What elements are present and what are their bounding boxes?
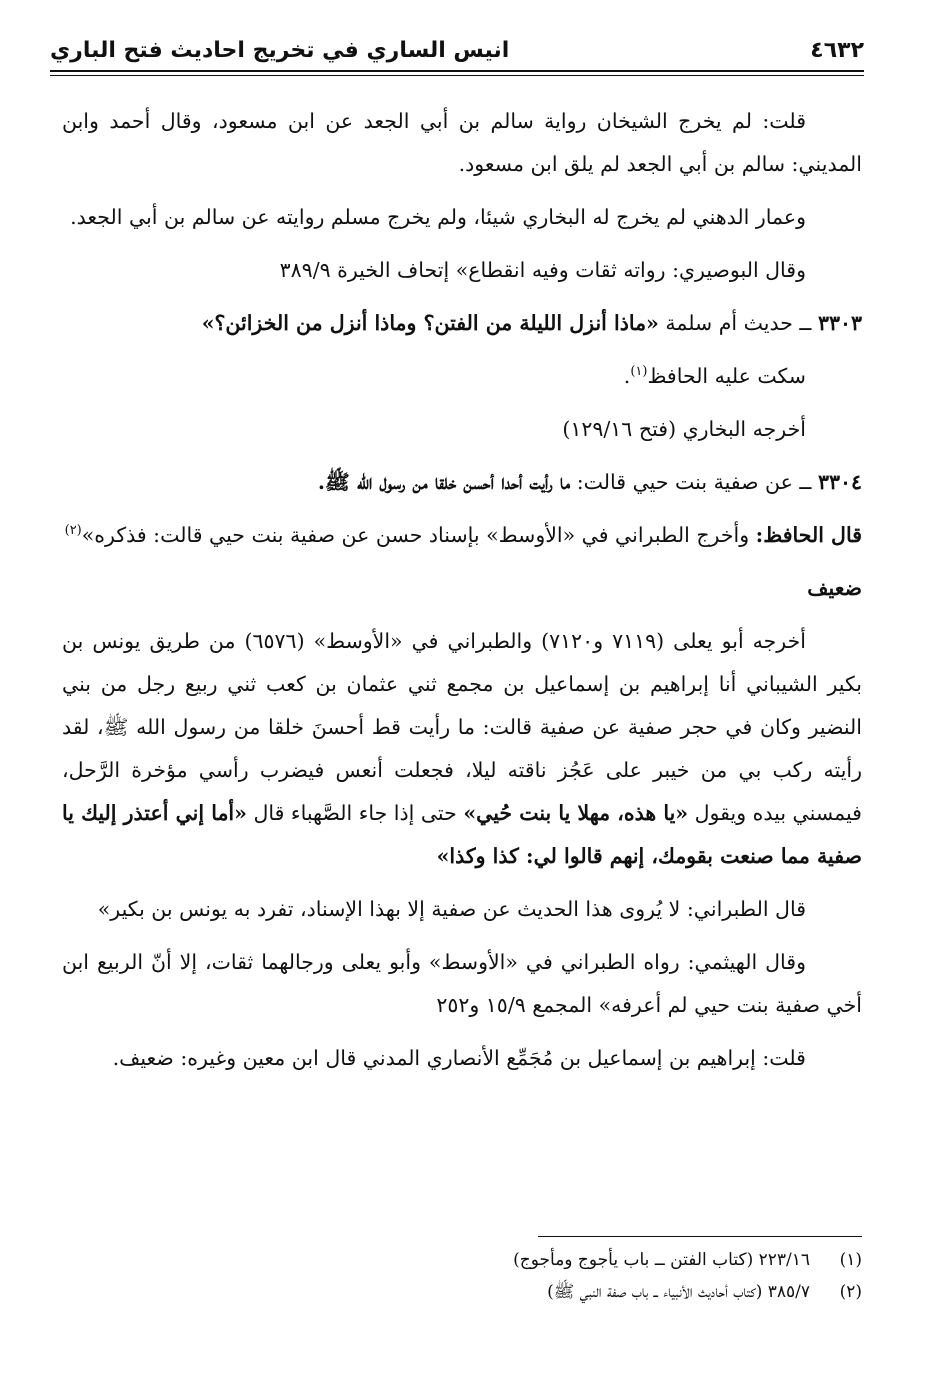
paragraph: [62, 100, 862, 186]
paragraph: [62, 620, 862, 878]
page-number: ٤٦٣٢: [810, 37, 864, 63]
footnote-marker: (٢): [64, 523, 82, 539]
paragraph-end: .: [623, 364, 631, 388]
paragraph-text: قلت: إبراهيم بن إسماعيل بن مُجَمِّع الأنصاري المدني قال ابن معين وغيره: ضعيف.: [112, 1046, 806, 1070]
hadith-entry-3304: [62, 461, 862, 504]
running-title: انيس الساري في تخريج احاديث فتح الباري: [50, 37, 510, 63]
main-text: [62, 100, 862, 1090]
paragraph-text: وقال الهيثمي: رواه الطبراني في «الأوسط» وأبو يعلى ورجالهما ثقات، إلا أنّ الربيع ابن أخي صفية بنت حيي لم أعرفه» المجمع ١٥/٩ و٢٥٢: [62, 950, 862, 1017]
quoted-speech: «أما إني أعتذر إليك يا صفية مما صنعت بقومك، إنهم قالوا لي: كذا وكذا»: [62, 801, 862, 868]
footnote-text: ٢٢٣/١٦ (كتاب الفتن ــ باب يأجوج ومأجوج): [513, 1250, 810, 1270]
header-rule: [50, 70, 864, 72]
hadith-quote: ما رأيت أحدا أحسن خلقا من رسول الله ﷺ.: [317, 470, 571, 494]
paragraph-text: أخرجه البخاري (فتح ١٢٩/١٦): [562, 417, 806, 441]
hadith-lead: ــ حديث أم سلمة: [665, 311, 812, 335]
footnote-key: (١): [839, 1250, 862, 1270]
paragraph: [62, 408, 862, 451]
paragraph-text: حتى إذا جاء الصَّهباء قال: [253, 801, 457, 825]
running-header: [50, 32, 864, 68]
speaker-label: قال الحافظ:: [755, 523, 862, 547]
paragraph: [62, 514, 862, 557]
paragraph-text: سكت عليه الحافظ: [647, 364, 806, 388]
paragraph-text: قال الطبراني: لا يُروى هذا الحديث عن صفية إلا بهذا الإسناد، تفرد به يونس بن بكير»: [97, 897, 806, 921]
footnote-rule: [538, 1236, 862, 1237]
footnote-marker: (١): [630, 364, 648, 380]
hadith-entry-3303: [62, 302, 862, 345]
grade-heading: ضعيف: [807, 576, 862, 600]
paragraph: [62, 941, 862, 1027]
footnote: [62, 1244, 862, 1276]
paragraph-text: وأخرج الطبراني في «الأوسط» بإسناد حسن عن صفية بنت حيي قالت: فذكره»: [81, 523, 750, 547]
paragraph: [62, 1037, 862, 1080]
footnote: [62, 1276, 862, 1308]
footnotes: [62, 1244, 862, 1308]
hadith-number: ٣٣٠٤: [817, 470, 862, 494]
paragraph: [62, 888, 862, 931]
header-rule-thin: [50, 75, 864, 76]
hadith-quote: «ماذا أنزل الليلة من الفتن؟ وماذا أنزل من الخزائن؟»: [201, 311, 659, 335]
paragraph-text: أخرجه أبو يعلى (٧١١٩ و٧١٢٠) والطبراني في «الأوسط» (٦٥٧٦) من طريق يونس بن بكير الشيباني أنا إبراهيم بن إسماعيل بن مجمع ثني عثمان بن كعب ثني ربيع رجل من بني النضير وكان في حجر صفية عن صفية قالت: ما رأيت قط أحسنَ خلقا من رسول الله ﷺ، لقد رأيته ركب بي من خيبر على عَجُز ناقته ليلا، فجعلت أنعس فيضرب رأسي مؤخرة الرَّحل، فيمسني بيده ويقول: [62, 629, 862, 825]
hadith-number: ٣٣٠٣: [817, 311, 862, 335]
paragraph-text: وقال البوصيري: رواته ثقات وفيه انقطاع» إتحاف الخيرة ٣٨٩/٩: [279, 258, 806, 282]
paragraph: [62, 249, 862, 292]
paragraph-text: قلت: لم يخرج الشيخان رواية سالم بن أبي الجعد عن ابن مسعود، وقال أحمد وابن المديني: سالم بن أبي الجعد لم يلق ابن مسعود.: [62, 109, 862, 176]
quoted-speech: «يا هذه، مهلا يا بنت حُيي»: [463, 801, 689, 825]
paragraph: [62, 196, 862, 239]
hadith-lead: ــ عن صفية بنت حيي قالت:: [576, 470, 812, 494]
paragraph-text: وعمار الدهني لم يخرج له البخاري شيئا، ولم يخرج مسلم روايته عن سالم بن أبي الجعد.: [70, 205, 806, 229]
paragraph: [62, 355, 862, 398]
footnote-text: ٣٨٥/٧ (كتاب أحاديث الأنبياء ــ باب صفة النبي ﷺ): [547, 1282, 810, 1302]
footnote-key: (٢): [839, 1282, 862, 1302]
